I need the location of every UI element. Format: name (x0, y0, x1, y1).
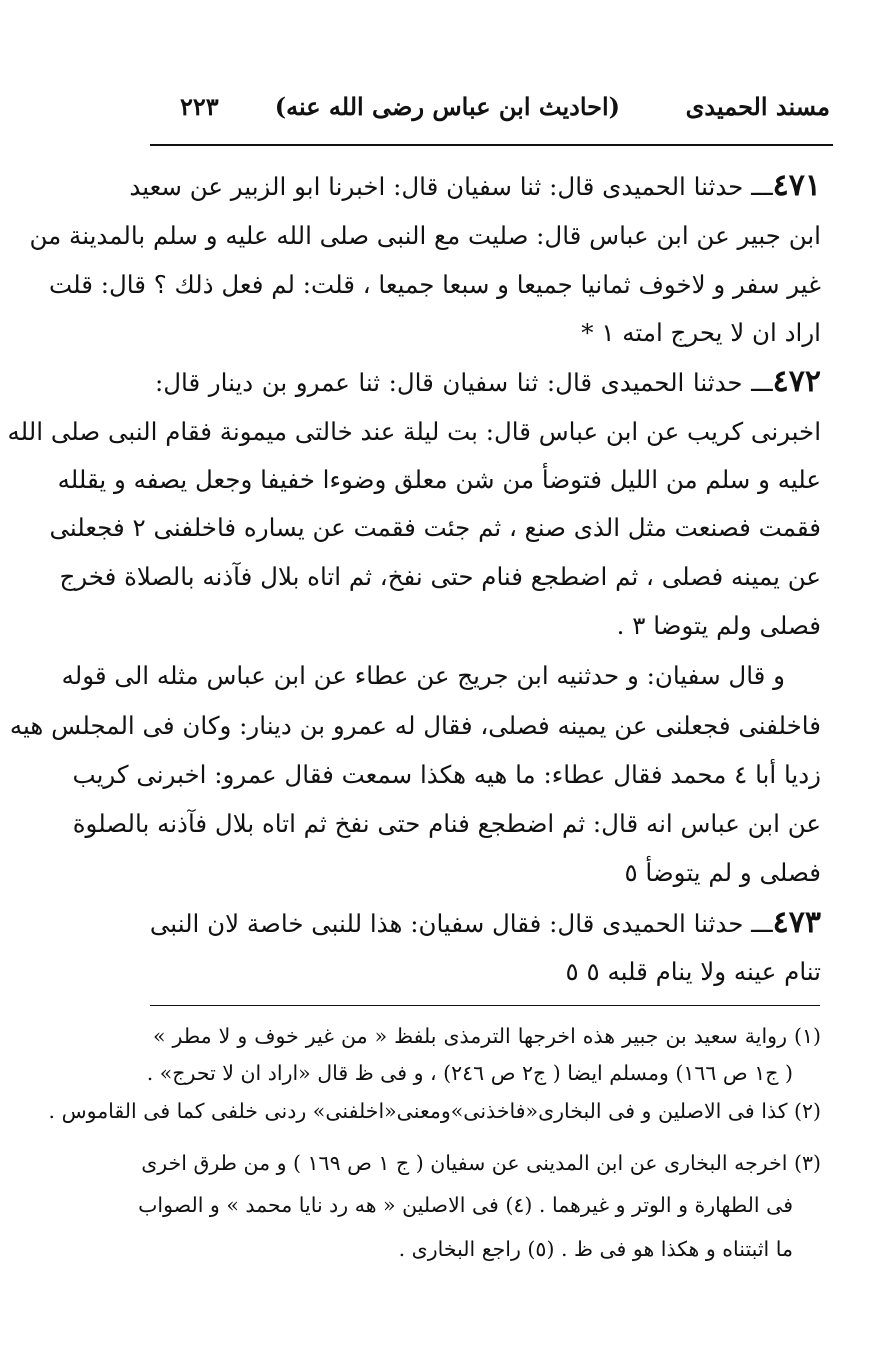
hadith-line: اراد ان لا يحرج امته ١ * (581, 318, 821, 347)
hadith-line: و قال سفيان: و حدثنيه ابن جريج عن عطاء عن ابن عباس مثله الى قوله (61, 661, 785, 690)
hadith-line: فقمت فصنعت مثل الذى صنع ، ثم جئت فقمت عن يساره فاخلفنى ٢ فجعلنى (49, 513, 821, 542)
hadith-line: عن يمينه فصلى ، ثم اضطجع فنام حتى نفخ، ثم اتاه بلال فآذنه بالصلاة فخرج (59, 562, 821, 591)
footnote-line: ( ج١ ص ١٦٦) ومسلم ايضا ( ج٢ ص ٢٤٦) ، و فى ظ قال «اراد ان لا تحرج» . (146, 1061, 793, 1085)
footnote-line: فى الطهارة و الوتر و غيرهما . (٤) فى الاصلين « هه رد نايا محمد » و الصواب (138, 1193, 793, 1217)
hadith-line: زديا أبا ٤ محمد فقال عطاء: ما هيه هكذا سمعت فقال عمرو: اخبرنى كريب (72, 760, 821, 789)
hadith-line: فاخلفنى فجعلنى عن يمينه فصلى، فقال له عمرو بن دينار: وكان فى المجلس هيه (9, 711, 821, 740)
hadith-line (129, 166, 821, 206)
book-title: مسند الحميدى (685, 92, 830, 121)
hadith-line: عن ابن عباس انه قال: ثم اضطجع فنام حتى نفخ ثم اتاه بلال فآذنه بالصلوة (72, 809, 821, 838)
hadith-line: ابن جبير عن ابن عباس قال: صليت مع النبى صلى الله عليه و سلم بالمدينة من (29, 221, 821, 250)
hadith-number: ٤٧٢ (772, 364, 821, 399)
line-text: ـــ حدثنا الحميدى قال: فقال سفيان: هذا للنبى خاصة لان النبى (149, 909, 773, 938)
chapter-title: (احاديث ابن عباس رضى الله عنه) (274, 92, 620, 121)
hadith-line: اخبرنى كريب عن ابن عباس قال: بت ليلة عند خالتى ميمونة فقام النبى صلى الله (7, 417, 821, 446)
hadith-line (155, 362, 821, 402)
line-text: ـــ حدثنا الحميدى قال: ثنا سفيان قال: اخبرنا ابو الزبير عن سعيد (129, 172, 773, 201)
hadith-line: غير سفر و لاخوف ثمانيا جميعا و سبعا جميعا ، قلت: لم فعل ذلك ؟ قال: قلت (49, 270, 821, 299)
running-header (150, 92, 830, 132)
footnote-line: ما اثبتناه و هكذا هو فى ظ . (٥) راجع البخارى . (398, 1237, 793, 1261)
hadith-line (149, 903, 821, 943)
footnote-line: (٢) كذا فى الاصلين و فى البخارى«فاخذنى»ومعنى«اخلفنى» ردنى خلفى كما فى القاموس . (48, 1099, 821, 1123)
page-number: ٢٢٣ (180, 92, 219, 121)
footnote-line: (١) رواية سعيد بن جبير هذه اخرجها الترمذى بلفظ « من غير خوف و لا مطر » (153, 1024, 821, 1048)
footnote-rule (150, 1005, 820, 1006)
hadith-line: تنام عينه ولا ينام قلبه ٥ ٥ (565, 957, 821, 986)
hadith-line: عليه و سلم من الليل فتوضأ من شن معلق وضوءا خفيفا وجعل يصفه و يقلله (57, 465, 821, 494)
footnote-line: (٣) اخرجه البخارى عن ابن المدينى عن سفيان ( ج ١ ص ١٦٩ ) و من طرق اخرى (141, 1151, 821, 1175)
hadith-line: فصلى ولم يتوضا ٣ . (616, 611, 821, 640)
hadith-number: ٤٧٣ (772, 905, 821, 940)
hadith-number: ٤٧١ (772, 168, 821, 203)
hadith-line: فصلى و لم يتوضأ ٥ (624, 858, 821, 887)
line-text: ـــ حدثنا الحميدى قال: ثنا سفيان قال: ثنا عمرو بن دينار قال: (155, 368, 773, 397)
header-rule (150, 144, 833, 146)
